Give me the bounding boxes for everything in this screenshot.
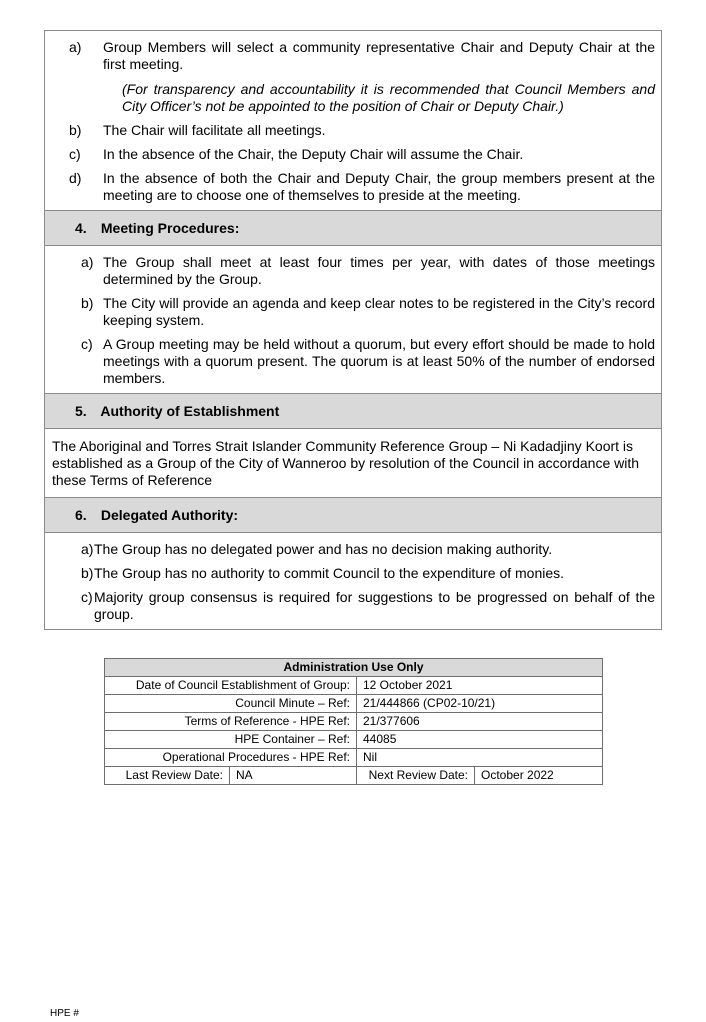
list-item	[51, 39, 655, 73]
list-item	[51, 565, 655, 582]
chair-note: (For transparency and accountability it is recommended that Council Members and City Officer’s not be appointed to the position of Chair or Deputy Chair.)	[122, 81, 655, 114]
item-label: b)	[81, 295, 94, 311]
item-label: d)	[69, 170, 82, 186]
item-text: The City will provide an agenda and keep clear notes to be registered in the City’s record keeping system.	[103, 295, 655, 328]
delegated-authority-section	[45, 533, 661, 629]
row-label: Council Minute – Ref:	[105, 695, 357, 713]
item-label: a)	[81, 541, 94, 557]
section-number: 4.	[75, 220, 87, 236]
row-value: 21/444866 (CP02-10/21)	[357, 695, 603, 713]
item-text: In the absence of both the Chair and Deputy Chair, the group members present at the meeting are to choose one of themselves to preside at the meeting.	[103, 170, 655, 203]
row-value: Nil	[357, 749, 603, 767]
chair-section	[45, 31, 661, 210]
item-text: A Group meeting may be held without a quorum, but every effort should be made to hold meetings with a quorum present. The quorum is at least 50% of the number of endorsed members.	[103, 336, 655, 386]
footer-hpe: HPE #	[50, 1008, 79, 1019]
section-number: 6.	[75, 507, 87, 523]
authority-paragraph: The Aboriginal and Torres Strait Islander Community Reference Group – Ni Kadadjiny Koort is established as a Group of the City of Wanneroo by resolution of the Council in accordance with these Terms of Reference	[52, 438, 640, 488]
item-label: c)	[81, 336, 93, 352]
table-row	[105, 713, 603, 731]
item-text: The Group shall meet at least four times per year, with dates of those meetings determined by the Group.	[103, 254, 655, 287]
row-value: 12 October 2021	[357, 677, 603, 695]
section-title: Authority of Establishment	[100, 403, 280, 419]
item-label: a)	[69, 39, 82, 55]
section-title: Meeting Procedures:	[100, 220, 240, 236]
next-review-value: October 2022	[475, 767, 603, 785]
table-row	[105, 767, 603, 785]
list-item	[51, 589, 655, 623]
list-item	[51, 254, 655, 288]
section-heading-authority-of-establishment	[45, 393, 661, 429]
table-row	[105, 695, 603, 713]
item-label: c)	[69, 146, 81, 162]
item-label: b)	[81, 565, 94, 581]
row-label: Date of Council Establishment of Group:	[105, 677, 357, 695]
last-review-value: NA	[230, 767, 357, 785]
table-row	[105, 677, 603, 695]
section-heading-delegated-authority	[45, 497, 661, 533]
item-text: The Group has no authority to commit Council to the expenditure of monies.	[94, 565, 565, 581]
last-review-label: Last Review Date:	[105, 767, 230, 785]
meeting-procedures-section	[45, 246, 661, 393]
row-label: HPE Container – Ref:	[105, 731, 357, 749]
item-label: a)	[81, 254, 94, 270]
section-heading-meeting-procedures	[45, 210, 661, 246]
item-text: The Chair will facilitate all meetings.	[103, 122, 326, 138]
row-label: Operational Procedures - HPE Ref:	[105, 749, 357, 767]
row-value: 44085	[357, 731, 603, 749]
list-item	[51, 146, 655, 163]
list-item	[51, 541, 655, 558]
section-title: Delegated Authority:	[100, 507, 239, 523]
list-item	[51, 336, 655, 387]
item-label: c)	[81, 589, 93, 605]
list-item	[51, 295, 655, 329]
item-text: The Group has no delegated power and has no decision making authority.	[94, 541, 553, 557]
terms-of-reference-box	[44, 30, 662, 630]
item-text: Majority group consensus is required for suggestions to be progressed on behalf of the group.	[94, 589, 655, 622]
admin-table-title: Administration Use Only	[105, 659, 603, 677]
list-item	[51, 122, 655, 139]
list-item	[51, 170, 655, 204]
item-text: Group Members will select a community representative Chair and Deputy Chair at the first meeting.	[103, 39, 655, 72]
item-text: In the absence of the Chair, the Deputy Chair will assume the Chair.	[103, 146, 524, 162]
item-label: b)	[69, 122, 82, 138]
row-label: Terms of Reference - HPE Ref:	[105, 713, 357, 731]
row-value: 21/377606	[357, 713, 603, 731]
section-number: 5.	[75, 403, 87, 419]
table-row	[105, 731, 603, 749]
table-row	[105, 749, 603, 767]
next-review-label: Next Review Date:	[357, 767, 475, 785]
administration-table	[104, 658, 603, 785]
